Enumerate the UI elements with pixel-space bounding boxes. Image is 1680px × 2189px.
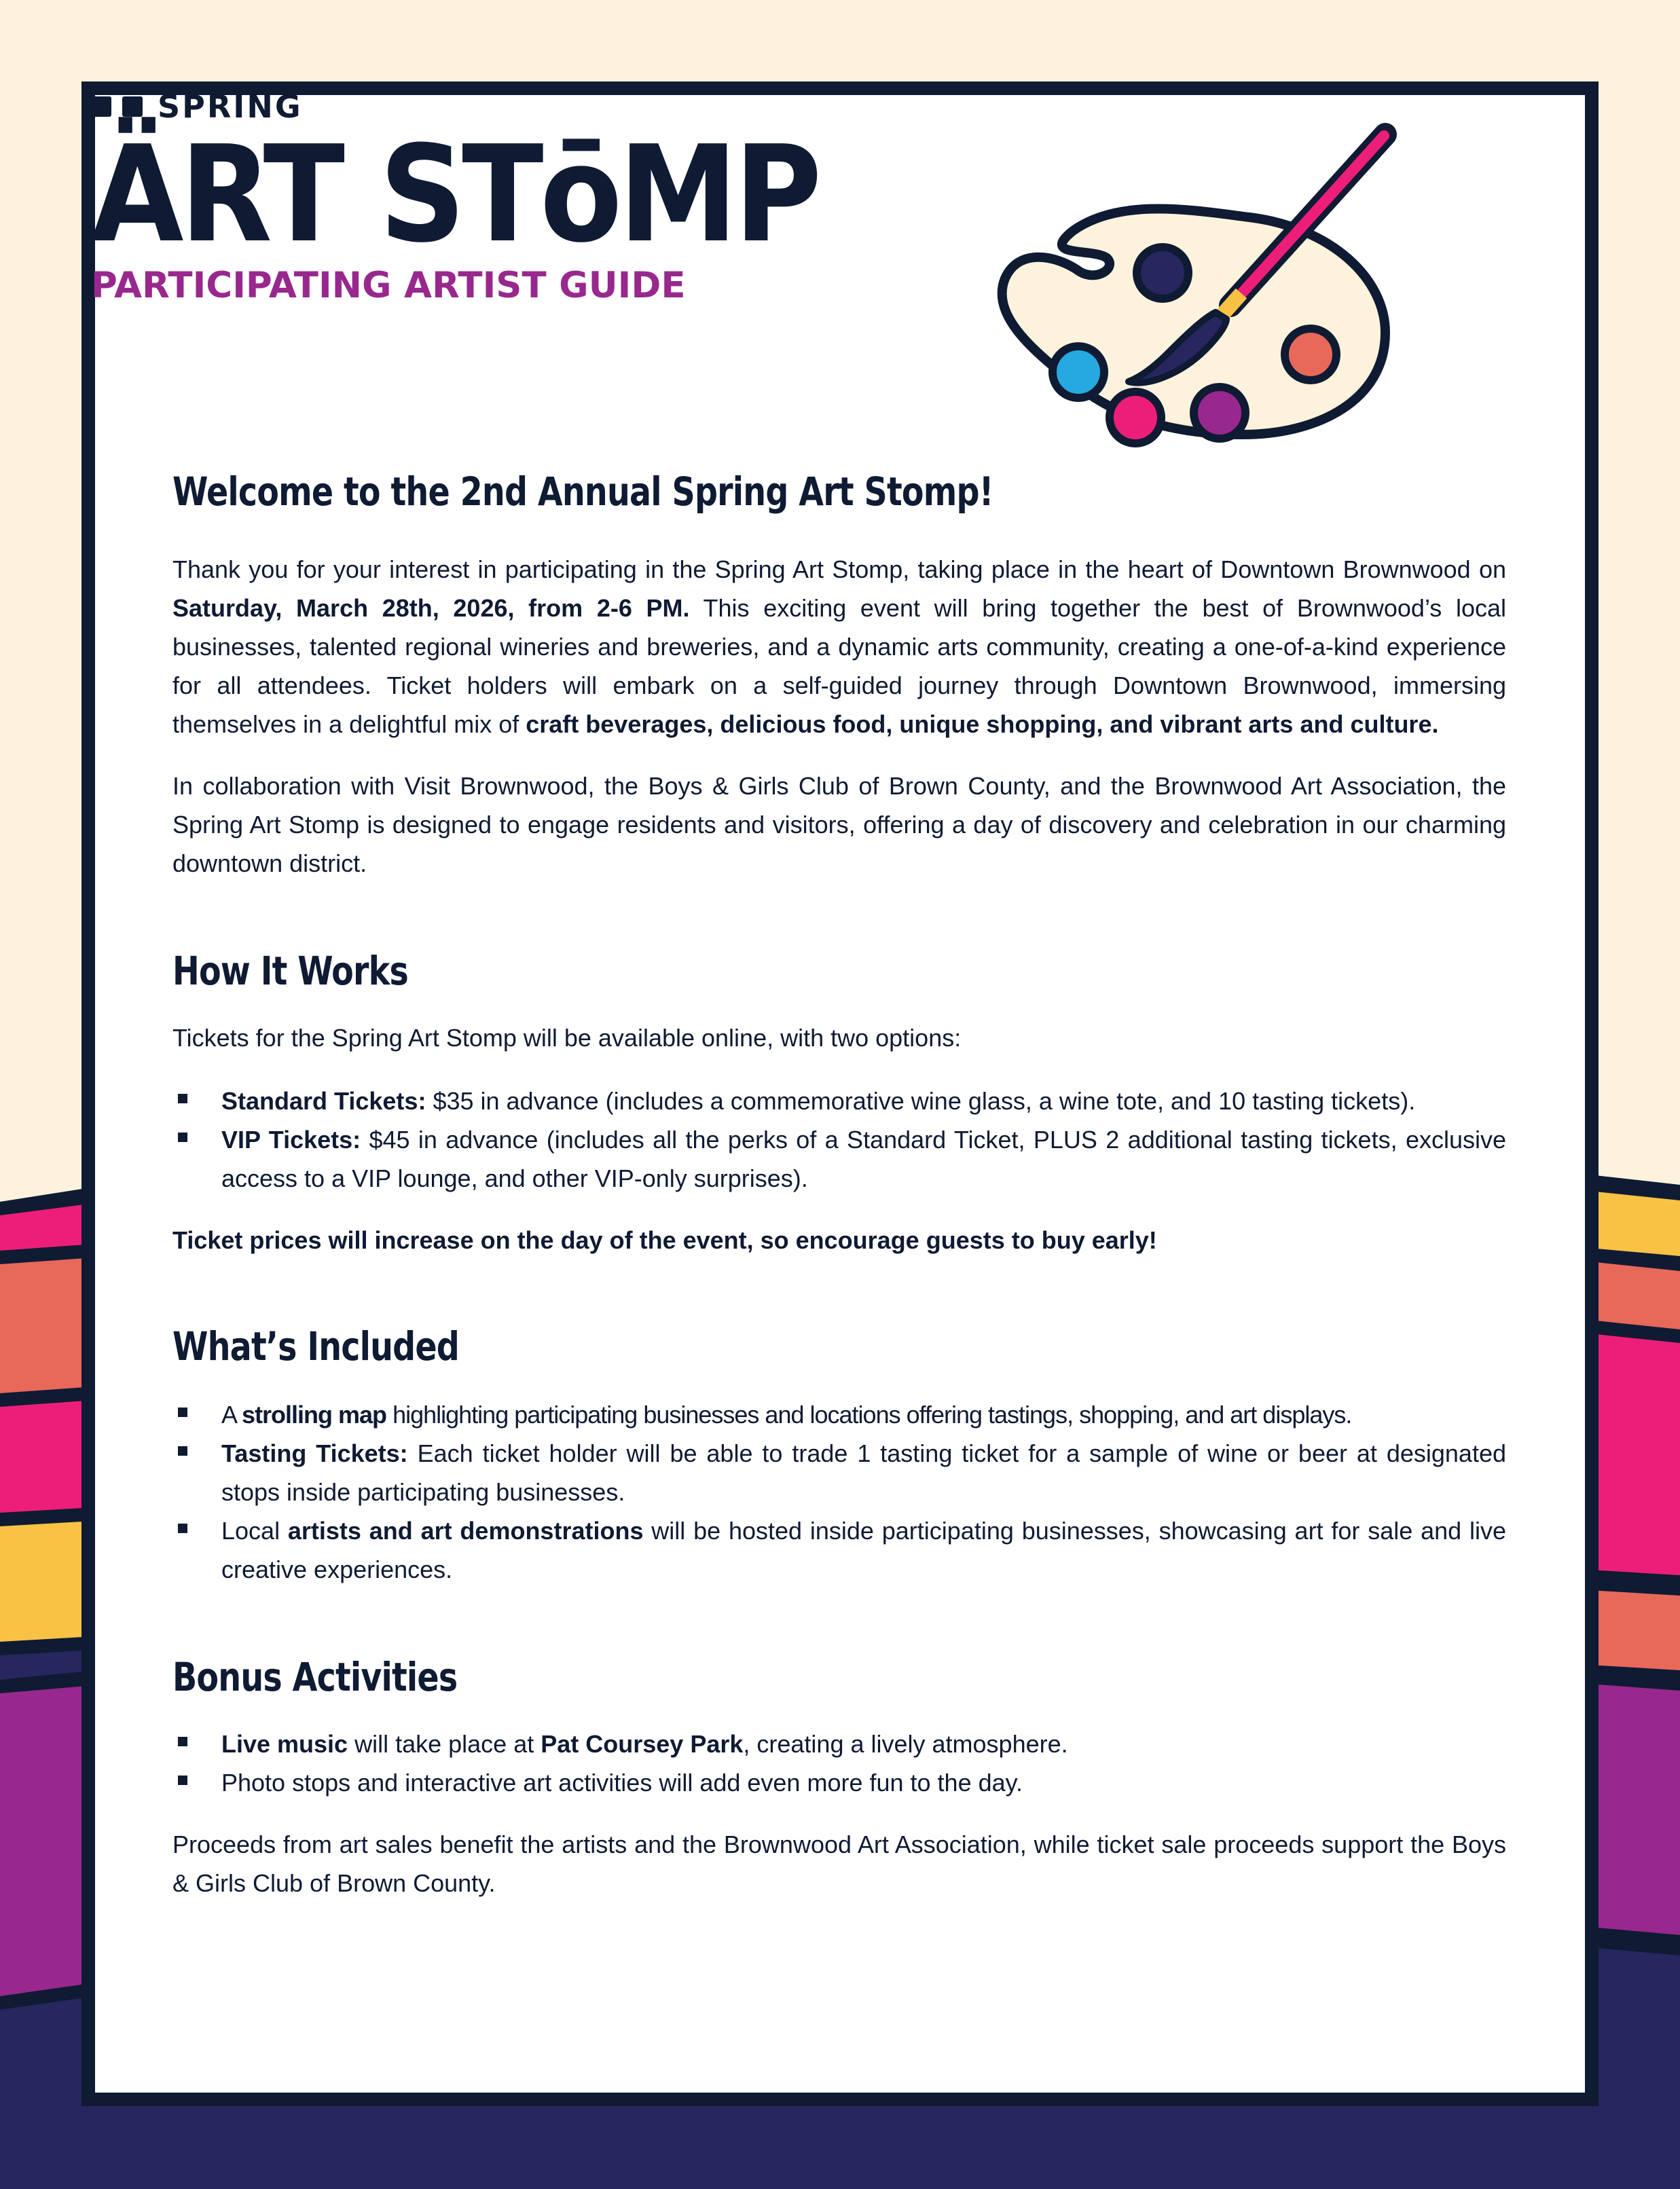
logo-eyebrow: SPRING	[158, 88, 303, 125]
paint-palette-icon	[978, 115, 1412, 496]
included-list	[172, 1395, 1506, 1589]
welcome-paragraph-1: Thank you for your interest in participating in the Spring Art Stomp, taking place in the heart of Downtown Brownwood on Saturday, March 28th, 2026, from 2-6 PM. This exciting event will bring together the best of Brownwood’s local businesses, talented regional wineries and breweries, and a dynamic arts community, creating a one-of-a-kind experience for all attendees. Ticket holders will embark on a self-guided journey through Downtown Brownwood, immersing themselves in a delightful mix of craft beverages, delicious food, unique shopping, and vibrant arts and culture.	[172, 555, 1506, 738]
closing-paragraph: Proceeds from art sales benefit the artists and the Brownwood Art Association, while ticket sale proceeds support the Boys & Girls Club of Brown County.	[172, 1831, 1506, 1897]
welcome-heading: Welcome to the 2nd Annual Spring Art Stomp!	[172, 468, 993, 515]
logo-square-icon	[122, 96, 143, 117]
list-item: Photo stops and interactive art activities will add even more fun to the day.	[172, 1763, 1506, 1802]
list-item: A strolling map highlighting participating businesses and locations offering tastings, shopping, and art displays.	[172, 1395, 1506, 1434]
ticket-price-note: Ticket prices will increase on the day of the event, so encourage guests to buy early!	[172, 1226, 1157, 1254]
list-item: Local artists and art demonstrations will be hosted inside participating businesses, showcasing art for sale and live creative experiences.	[172, 1511, 1506, 1589]
how-intro: Tickets for the Spring Art Stomp will be available online, with two options:	[172, 1024, 962, 1052]
ticket-options-list	[172, 1082, 1506, 1198]
bonus-list	[172, 1725, 1506, 1802]
event-logo	[91, 88, 899, 306]
how-it-works-heading: How It Works	[172, 948, 408, 994]
guide-subtitle: PARTICIPATING ARTIST GUIDE	[91, 265, 686, 306]
bonus-activities-heading: Bonus Activities	[172, 1654, 458, 1700]
list-item: Tasting Tickets: Each ticket holder will be able to trade 1 tasting ticket for a sample of wine or beer at designated stops inside participating businesses.	[172, 1434, 1506, 1511]
whats-included-heading: What’s Included	[172, 1323, 460, 1369]
logo-square-icon	[91, 96, 111, 117]
welcome-paragraph-2: In collaboration with Visit Brownwood, the Boys & Girls Club of Brown County, and the Brownwood Art Association, the Spring Art Stomp is designed to engage residents and visitors, offering a day of discovery and celebration in our charming downtown district.	[172, 772, 1506, 877]
list-item: Standard Tickets: $35 in advance (includes a commemorative wine glass, a wine tote, and 10 tasting tickets).	[172, 1082, 1506, 1120]
event-title: ÄRT STōMP	[91, 117, 818, 272]
guide-content	[172, 468, 1506, 1902]
list-item: VIP Tickets: $45 in advance (includes all the perks of a Standard Ticket, PLUS 2 additional tasting tickets, exclusive access to a VIP lounge, and other VIP-only surprises).	[172, 1120, 1506, 1198]
list-item: Live music will take place at Pat Coursey Park, creating a lively atmosphere.	[172, 1725, 1506, 1763]
